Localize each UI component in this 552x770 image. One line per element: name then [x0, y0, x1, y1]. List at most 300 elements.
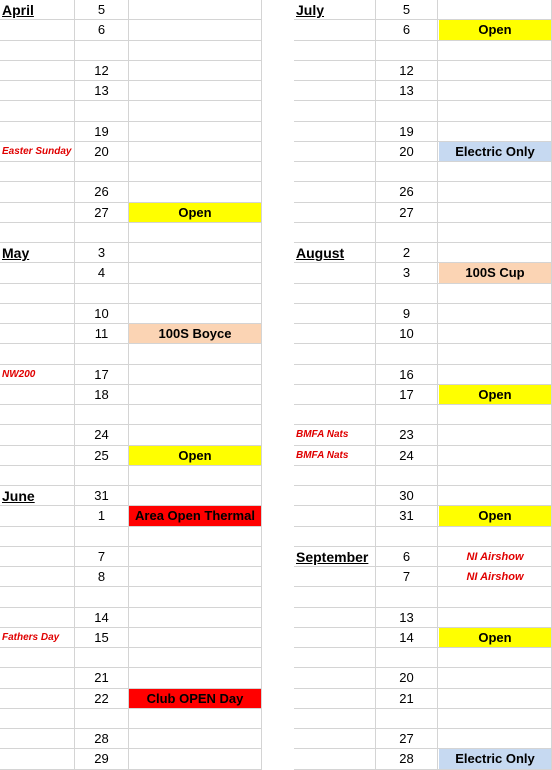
label-cell [294, 608, 376, 627]
day-cell [75, 405, 129, 424]
schedule-row [294, 344, 552, 364]
empty-event-cell [129, 284, 262, 303]
schedule-row [294, 20, 552, 40]
label-cell [294, 567, 376, 586]
day-cell: 30 [376, 486, 438, 505]
day-cell: 22 [75, 689, 129, 708]
label-cell [294, 81, 376, 100]
schedule-row [294, 162, 552, 182]
label-cell [294, 668, 376, 687]
empty-event-cell [129, 587, 262, 606]
day-cell: 3 [75, 243, 129, 262]
day-cell: 6 [376, 20, 438, 39]
label-cell [294, 587, 376, 606]
day-cell: 7 [376, 567, 438, 586]
empty-event-cell [129, 122, 262, 141]
day-cell [75, 587, 129, 606]
day-cell: 8 [75, 567, 129, 586]
schedule-row [0, 385, 262, 405]
schedule-row [0, 0, 262, 20]
empty-event-cell [129, 223, 262, 242]
event-cell: Open [439, 628, 552, 647]
empty-event-cell [129, 162, 262, 181]
event-cell: Area Open Thermal [129, 506, 262, 525]
label-cell [294, 466, 376, 485]
event-cell: Electric Only [439, 142, 552, 161]
schedule-row [0, 486, 262, 506]
label-cell [294, 182, 376, 201]
schedule-row [294, 709, 552, 729]
schedule-row [294, 425, 552, 445]
row-note: Fathers Day [0, 628, 75, 647]
schedule-row [0, 122, 262, 142]
empty-event-cell [439, 81, 552, 100]
event-cell: Open [129, 446, 262, 465]
schedule-row [0, 466, 262, 486]
day-cell: 19 [376, 122, 438, 141]
schedule-row [294, 567, 552, 587]
day-cell: 20 [75, 142, 129, 161]
empty-event-cell [129, 365, 262, 384]
empty-event-cell [439, 466, 552, 485]
day-cell: 19 [75, 122, 129, 141]
empty-event-cell [439, 61, 552, 80]
label-cell [0, 41, 75, 60]
day-cell: 23 [376, 425, 438, 444]
schedule-row [294, 122, 552, 142]
day-cell [75, 709, 129, 728]
schedule-row [294, 182, 552, 202]
schedule-row [294, 506, 552, 526]
day-cell [376, 648, 438, 667]
schedule-row [0, 648, 262, 668]
schedule-row [0, 587, 262, 607]
empty-event-cell [439, 446, 552, 465]
day-cell [75, 223, 129, 242]
schedule-row [0, 182, 262, 202]
day-cell: 15 [75, 628, 129, 647]
label-cell [294, 729, 376, 748]
schedule-row [0, 243, 262, 263]
schedule-row [0, 689, 262, 709]
day-cell: 1 [75, 506, 129, 525]
empty-event-cell [439, 304, 552, 323]
label-cell [0, 547, 75, 566]
schedule-row [294, 203, 552, 223]
empty-event-cell [439, 324, 552, 343]
empty-event-cell [129, 749, 262, 768]
empty-event-cell [439, 648, 552, 667]
schedule-row [0, 61, 262, 81]
empty-event-cell [129, 20, 262, 39]
label-cell [294, 506, 376, 525]
schedule-row [294, 142, 552, 162]
empty-event-cell [129, 567, 262, 586]
day-cell [376, 284, 438, 303]
day-cell: 20 [376, 668, 438, 687]
month-heading: July [294, 0, 376, 19]
empty-event-cell [439, 101, 552, 120]
label-cell [294, 122, 376, 141]
day-cell: 13 [376, 81, 438, 100]
empty-event-cell [439, 527, 552, 546]
schedule-row [294, 41, 552, 61]
empty-event-cell [439, 587, 552, 606]
event-cell: NI Airshow [439, 547, 552, 566]
schedule-row [0, 324, 262, 344]
month-heading: August [294, 243, 376, 262]
day-cell: 25 [75, 446, 129, 465]
day-cell: 21 [75, 668, 129, 687]
day-cell: 11 [75, 324, 129, 343]
day-cell: 3 [376, 263, 438, 282]
day-cell: 24 [376, 446, 438, 465]
empty-event-cell [439, 0, 552, 19]
empty-event-cell [129, 182, 262, 201]
label-cell [294, 203, 376, 222]
day-cell: 27 [75, 203, 129, 222]
label-cell [294, 223, 376, 242]
label-cell [0, 304, 75, 323]
event-cell: 100S Cup [439, 263, 552, 282]
day-cell: 13 [75, 81, 129, 100]
day-cell: 21 [376, 689, 438, 708]
label-cell [0, 405, 75, 424]
empty-event-cell [439, 608, 552, 627]
event-cell: Open [129, 203, 262, 222]
empty-event-cell [129, 486, 262, 505]
day-cell: 28 [75, 729, 129, 748]
day-cell [376, 344, 438, 363]
label-cell [294, 304, 376, 323]
label-cell [0, 385, 75, 404]
day-cell: 28 [376, 749, 438, 768]
schedule-row [294, 385, 552, 405]
schedule-row [294, 668, 552, 688]
day-cell: 31 [75, 486, 129, 505]
empty-event-cell [439, 405, 552, 424]
empty-event-cell [439, 344, 552, 363]
schedule-row [294, 446, 552, 466]
empty-event-cell [129, 466, 262, 485]
schedule-row [0, 223, 262, 243]
day-cell [376, 527, 438, 546]
day-cell [376, 405, 438, 424]
day-cell [376, 101, 438, 120]
label-cell [294, 284, 376, 303]
schedule-row [0, 284, 262, 304]
event-cell: Club OPEN Day [129, 689, 262, 708]
row-note: BMFA Nats [294, 446, 376, 465]
label-cell [0, 284, 75, 303]
label-cell [294, 263, 376, 282]
schedule-row [294, 304, 552, 324]
month-heading: May [0, 243, 75, 262]
schedule-row [294, 405, 552, 425]
schedule-row [294, 0, 552, 20]
schedule-row [294, 284, 552, 304]
schedule-row [294, 223, 552, 243]
empty-event-cell [439, 729, 552, 748]
schedule-row [0, 365, 262, 385]
day-cell [75, 466, 129, 485]
day-cell: 17 [376, 385, 438, 404]
schedule-row [0, 527, 262, 547]
schedule-row [294, 81, 552, 101]
label-cell [0, 587, 75, 606]
label-cell [0, 344, 75, 363]
schedule-row [294, 324, 552, 344]
schedule-row [0, 263, 262, 283]
schedule-row [0, 628, 262, 648]
day-cell [75, 284, 129, 303]
day-cell: 31 [376, 506, 438, 525]
schedule-row [0, 547, 262, 567]
empty-event-cell [129, 263, 262, 282]
day-cell: 16 [376, 365, 438, 384]
label-cell [294, 486, 376, 505]
label-cell [0, 567, 75, 586]
schedule-row [0, 20, 262, 40]
label-cell [294, 324, 376, 343]
label-cell [294, 749, 376, 768]
label-cell [0, 608, 75, 627]
label-cell [0, 162, 75, 181]
empty-event-cell [129, 101, 262, 120]
day-cell: 26 [75, 182, 129, 201]
schedule-row [0, 81, 262, 101]
day-cell: 29 [75, 749, 129, 768]
day-cell [376, 41, 438, 60]
schedule-row [294, 263, 552, 283]
schedule-row [294, 101, 552, 121]
schedule-row [0, 203, 262, 223]
month-heading: June [0, 486, 75, 505]
label-cell [0, 182, 75, 201]
empty-event-cell [129, 41, 262, 60]
label-cell [294, 142, 376, 161]
schedule-row [0, 668, 262, 688]
schedule-row [294, 365, 552, 385]
label-cell [294, 344, 376, 363]
empty-event-cell [129, 304, 262, 323]
day-cell: 6 [75, 20, 129, 39]
schedule-row [0, 709, 262, 729]
empty-event-cell [129, 61, 262, 80]
label-cell [294, 689, 376, 708]
label-cell [294, 385, 376, 404]
label-cell [294, 628, 376, 647]
label-cell [0, 324, 75, 343]
label-cell [0, 122, 75, 141]
day-cell: 26 [376, 182, 438, 201]
empty-event-cell [439, 162, 552, 181]
label-cell [0, 446, 75, 465]
label-cell [0, 203, 75, 222]
schedule-row [294, 587, 552, 607]
day-cell: 27 [376, 729, 438, 748]
schedule-row [0, 142, 262, 162]
day-cell: 6 [376, 547, 438, 566]
label-cell [0, 749, 75, 768]
empty-event-cell [129, 648, 262, 667]
day-cell: 27 [376, 203, 438, 222]
event-cell: Electric Only [439, 749, 552, 768]
empty-event-cell [439, 668, 552, 687]
day-cell: 10 [376, 324, 438, 343]
empty-event-cell [129, 628, 262, 647]
schedule-row [0, 446, 262, 466]
empty-event-cell [129, 243, 262, 262]
event-cell: Open [439, 506, 552, 525]
day-cell: 7 [75, 547, 129, 566]
day-cell [75, 344, 129, 363]
month-heading: April [0, 0, 75, 19]
day-cell: 14 [75, 608, 129, 627]
label-cell [294, 405, 376, 424]
day-cell [75, 527, 129, 546]
empty-event-cell [439, 243, 552, 262]
month-heading: September [294, 547, 376, 566]
schedule-row [0, 101, 262, 121]
day-cell: 4 [75, 263, 129, 282]
schedule-row [294, 628, 552, 648]
empty-event-cell [129, 668, 262, 687]
empty-event-cell [129, 709, 262, 728]
label-cell [0, 648, 75, 667]
empty-event-cell [439, 689, 552, 708]
label-cell [0, 689, 75, 708]
empty-event-cell [129, 729, 262, 748]
schedule-row [0, 304, 262, 324]
label-cell [0, 668, 75, 687]
label-cell [0, 101, 75, 120]
day-cell [376, 709, 438, 728]
row-note: Easter Sunday [0, 142, 75, 161]
day-cell: 13 [376, 608, 438, 627]
schedule-row [294, 466, 552, 486]
day-cell: 14 [376, 628, 438, 647]
empty-event-cell [439, 182, 552, 201]
label-cell [0, 709, 75, 728]
label-cell [0, 729, 75, 748]
label-cell [294, 61, 376, 80]
label-cell [294, 41, 376, 60]
empty-event-cell [129, 527, 262, 546]
label-cell [294, 527, 376, 546]
day-cell: 5 [75, 0, 129, 19]
label-cell [294, 365, 376, 384]
schedule-row [294, 486, 552, 506]
schedule-row [294, 729, 552, 749]
label-cell [294, 101, 376, 120]
empty-event-cell [129, 425, 262, 444]
schedule-row [0, 162, 262, 182]
schedule-row [0, 405, 262, 425]
event-cell: 100S Boyce [129, 324, 262, 343]
day-cell [75, 162, 129, 181]
day-cell: 17 [75, 365, 129, 384]
day-cell: 2 [376, 243, 438, 262]
schedule-row [0, 425, 262, 445]
day-cell: 5 [376, 0, 438, 19]
schedule-row [0, 344, 262, 364]
label-cell [0, 527, 75, 546]
empty-event-cell [439, 203, 552, 222]
label-cell [0, 425, 75, 444]
schedule-row [0, 41, 262, 61]
right-schedule-block [294, 0, 552, 770]
label-cell [0, 81, 75, 100]
label-cell [0, 223, 75, 242]
schedule-row [0, 729, 262, 749]
schedule-row [294, 648, 552, 668]
schedule-row [294, 749, 552, 769]
empty-event-cell [129, 405, 262, 424]
empty-event-cell [439, 41, 552, 60]
day-cell: 24 [75, 425, 129, 444]
label-cell [294, 162, 376, 181]
empty-event-cell [439, 425, 552, 444]
day-cell [75, 41, 129, 60]
day-cell: 20 [376, 142, 438, 161]
left-schedule-block [0, 0, 262, 770]
day-cell: 10 [75, 304, 129, 323]
day-cell: 12 [376, 61, 438, 80]
day-cell: 9 [376, 304, 438, 323]
label-cell [294, 648, 376, 667]
label-cell [0, 466, 75, 485]
day-cell [75, 648, 129, 667]
label-cell [0, 263, 75, 282]
event-cell: Open [439, 20, 552, 39]
day-cell [376, 162, 438, 181]
empty-event-cell [129, 547, 262, 566]
schedule-row [294, 527, 552, 547]
empty-event-cell [439, 223, 552, 242]
label-cell [294, 20, 376, 39]
event-cell: NI Airshow [439, 567, 552, 586]
day-cell [75, 101, 129, 120]
schedule-row [294, 61, 552, 81]
event-cell: Open [439, 385, 552, 404]
empty-event-cell [129, 608, 262, 627]
schedule-row [0, 506, 262, 526]
empty-event-cell [439, 122, 552, 141]
empty-event-cell [439, 709, 552, 728]
label-cell [0, 20, 75, 39]
empty-event-cell [439, 486, 552, 505]
day-cell [376, 223, 438, 242]
day-cell: 12 [75, 61, 129, 80]
empty-event-cell [439, 365, 552, 384]
label-cell [0, 61, 75, 80]
schedule-row [294, 608, 552, 628]
row-note: BMFA Nats [294, 425, 376, 444]
empty-event-cell [439, 284, 552, 303]
schedule-row [0, 608, 262, 628]
label-cell [0, 506, 75, 525]
schedule-row [0, 749, 262, 769]
schedule-row [294, 243, 552, 263]
schedule-row [294, 689, 552, 709]
day-cell [376, 587, 438, 606]
empty-event-cell [129, 81, 262, 100]
empty-event-cell [129, 344, 262, 363]
label-cell [294, 709, 376, 728]
empty-event-cell [129, 385, 262, 404]
empty-event-cell [129, 142, 262, 161]
